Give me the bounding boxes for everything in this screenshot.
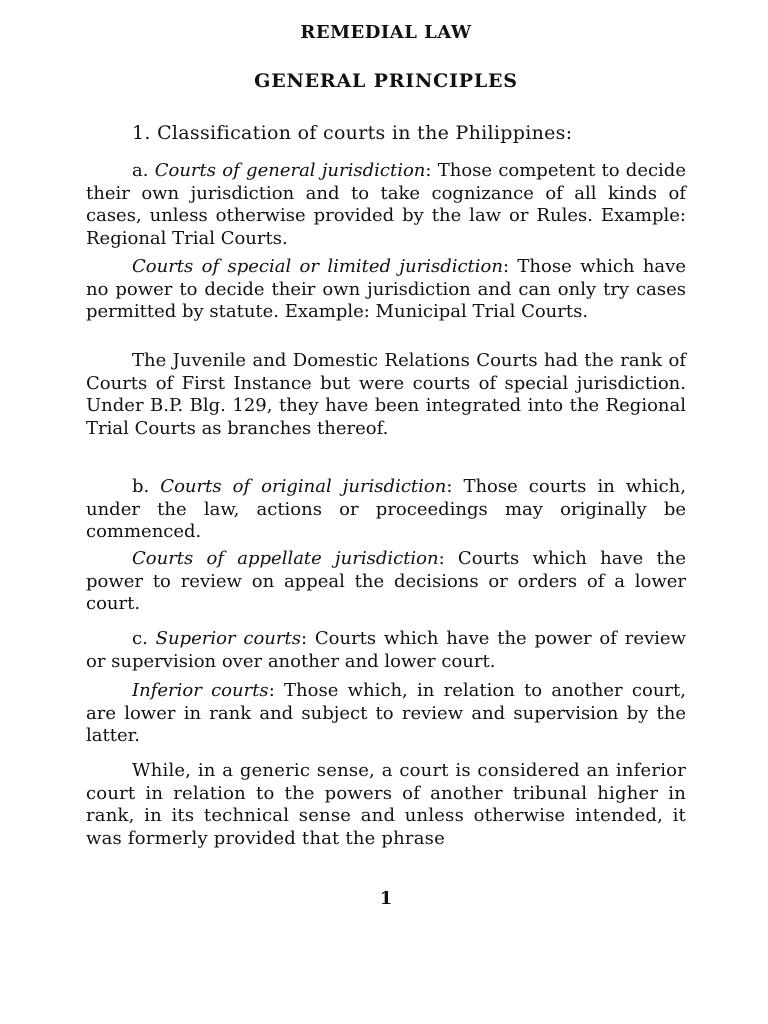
item-label-b: b. [132,476,161,497]
text-superior-courts: : Courts which have the power of review or supervision over another and lower court. [86,628,686,672]
text-special-jurisdiction: : Those which have no power to decide their own jurisdiction and can only try cases permitted by statute. Example: Municipal Trial Courts. [86,256,686,322]
paragraph-juvenile-courts: The Juvenile and Domestic Relations Courts had the rank of Courts of First Instance but were courts of special jurisdiction. Under B.P. Blg. 129, they have been integrated into the Regional Trial Courts as branches thereof. [86,350,686,439]
paragraph-original-jurisdiction [86,476,686,544]
text-inferior-courts: : Those which, in relation to another court, are lower in rank and subject to review and supervision by the latter. [86,680,686,746]
paragraph-special-jurisdiction [86,256,686,324]
text-general-jurisdiction: : Those competent to decide their own jurisdiction and to take cognizance of all kinds of cases, unless otherwise provided by the law or Rules. Example: Regional Trial Courts. [86,160,686,249]
term-general-jurisdiction: Courts of general jurisdiction [154,160,426,181]
paragraph-appellate-jurisdiction [86,548,686,616]
text-appellate-jurisdiction: : Courts which have the power to review on appeal the decisions or orders of a lower court. [86,548,686,614]
paragraph-general-jurisdiction [86,160,686,250]
page-number: 1 [379,888,393,909]
term-original-jurisdiction: Courts of original jurisdiction [160,476,447,497]
term-superior-courts: Superior courts [155,628,301,649]
item-label-a: a. [132,160,155,181]
item-label-c: c. [132,628,156,649]
term-special-jurisdiction: Courts of special or limited jurisdiction [132,256,503,277]
section-heading: 1. Classification of courts in the Philippines: [132,122,573,144]
document-title: REMEDIAL LAW [300,22,472,43]
term-inferior-courts: Inferior courts [132,680,269,701]
document-subtitle: GENERAL PRINCIPLES [254,70,518,92]
document-page [86,0,686,1024]
paragraph-superior-courts [86,628,686,673]
paragraph-generic-sense: While, in a generic sense, a court is considered an inferior court in relation to the powers of another tribunal higher in rank, in its technical sense and unless otherwise intended, it was formerly provided that the phrase [86,760,686,849]
text-original-jurisdiction: : Those courts in which, under the law, actions or proceedings may originally be commenced. [86,476,686,542]
term-appellate-jurisdiction: Courts of appellate jurisdiction [132,548,439,569]
paragraph-inferior-courts [86,680,686,748]
